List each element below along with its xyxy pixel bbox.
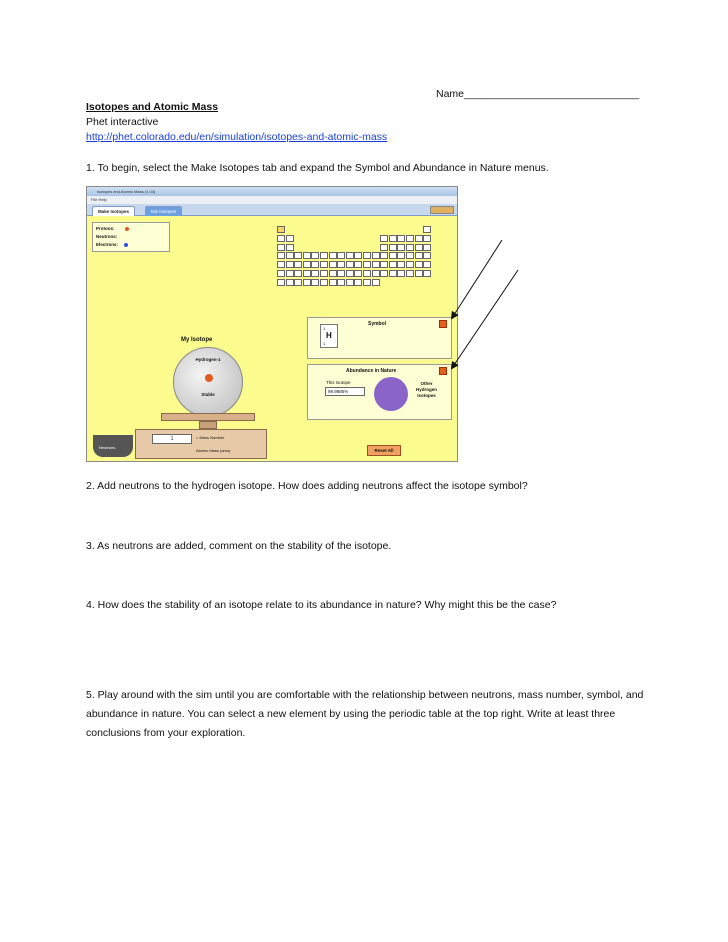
periodic-table-cell[interactable]	[286, 270, 294, 277]
periodic-table-cell[interactable]	[363, 270, 371, 277]
periodic-table-cell[interactable]	[363, 279, 371, 286]
periodic-table-cell[interactable]	[389, 252, 397, 259]
periodic-table-cell[interactable]	[354, 279, 362, 286]
periodic-table-cell[interactable]	[320, 270, 328, 277]
periodic-table-cell[interactable]	[286, 261, 294, 268]
periodic-table-cell[interactable]	[329, 252, 337, 259]
periodic-table-cell[interactable]	[415, 270, 423, 277]
particle-count-panel	[92, 222, 170, 252]
name-field-label: Name______________________________	[436, 88, 640, 100]
sim-window-title: Isotopes and Atomic Mass (1.04)	[87, 187, 457, 196]
periodic-table-cell[interactable]	[415, 235, 423, 242]
periodic-table-cell[interactable]	[406, 235, 414, 242]
periodic-table-cell[interactable]	[277, 270, 285, 277]
tab-mix-isotopes[interactable]: Mix Isotopes	[145, 206, 182, 216]
periodic-table-cell[interactable]	[286, 279, 294, 286]
reset-all-button[interactable]: Reset All	[367, 445, 401, 456]
tab-make-isotopes[interactable]: Make Isotopes	[92, 206, 135, 216]
periodic-table-cell[interactable]	[406, 252, 414, 259]
other-line-3: Isotopes	[417, 393, 436, 398]
periodic-table-cell[interactable]	[303, 279, 311, 286]
periodic-table-cell[interactable]	[303, 270, 311, 277]
periodic-table-cell[interactable]	[415, 261, 423, 268]
this-isotope-label: This Isotope	[326, 380, 351, 385]
periodic-table-cell[interactable]	[329, 261, 337, 268]
annotation-arrows	[430, 230, 530, 390]
symbol-mass-number: 1	[323, 326, 326, 331]
periodic-table-cell[interactable]	[277, 226, 285, 233]
abundance-panel-label: Abundance in Nature	[346, 368, 397, 374]
nucleus-icon	[205, 374, 213, 382]
periodic-table-cell[interactable]	[397, 235, 405, 242]
periodic-table-cell[interactable]	[277, 261, 285, 268]
stability-label: Stable	[201, 392, 215, 397]
protons-label: Protons:	[96, 226, 115, 231]
periodic-table-cell[interactable]	[372, 261, 380, 268]
scale-stem	[199, 421, 217, 429]
periodic-table-cell[interactable]	[277, 279, 285, 286]
periodic-table-cell[interactable]	[277, 244, 285, 251]
periodic-table-cell[interactable]	[286, 235, 294, 242]
simulation-link[interactable]: http://phet.colorado.edu/en/simulation/isotopes-and-atomic-mass	[86, 131, 388, 143]
isotope-symbol-cell	[320, 324, 338, 348]
periodic-table-cell[interactable]	[389, 244, 397, 251]
question-4: 4. How does the stability of an isotope relate to its abundance in nature? Why might this be the case?	[86, 599, 557, 611]
mass-number-value: 1	[152, 434, 192, 444]
periodic-table-cell[interactable]	[354, 270, 362, 277]
periodic-table-cell[interactable]	[303, 252, 311, 259]
element-symbol: H	[326, 331, 332, 340]
periodic-table-cell[interactable]	[372, 252, 380, 259]
periodic-table-cell[interactable]	[286, 244, 294, 251]
periodic-table-cell[interactable]	[415, 252, 423, 259]
periodic-table-cell[interactable]	[397, 261, 405, 268]
periodic-table-cell[interactable]	[277, 235, 285, 242]
bucket-label: Neutrons	[99, 445, 116, 450]
neutrons-label: Neutrons:	[96, 234, 118, 239]
periodic-table-cell[interactable]	[277, 252, 285, 259]
periodic-table-cell[interactable]	[294, 279, 302, 286]
periodic-table-cell[interactable]	[397, 244, 405, 251]
simulation-screenshot	[86, 186, 458, 462]
question-3: 3. As neutrons are added, comment on the stability of the isotope.	[86, 540, 392, 552]
isotope-atom	[173, 347, 243, 417]
periodic-table-cell[interactable]	[354, 261, 362, 268]
periodic-table-cell[interactable]	[311, 261, 319, 268]
neutron-bucket[interactable]	[93, 435, 133, 457]
periodic-table-cell[interactable]	[320, 261, 328, 268]
periodic-table-cell[interactable]	[372, 270, 380, 277]
mass-number-label: = Mass Number	[196, 435, 225, 440]
periodic-table-cell[interactable]	[337, 261, 345, 268]
periodic-table-cell[interactable]	[337, 252, 345, 259]
worksheet-title: Isotopes and Atomic Mass	[86, 101, 219, 113]
periodic-table-cell[interactable]	[397, 252, 405, 259]
periodic-table-cell[interactable]	[380, 244, 388, 251]
proton-icon	[125, 227, 129, 231]
other-line-2: Hydrogen	[416, 387, 438, 392]
worksheet-subtitle: Phet interactive	[86, 116, 159, 128]
periodic-table-cell[interactable]	[320, 252, 328, 259]
atomic-mass-label: Atomic Mass (amu)	[196, 448, 231, 453]
periodic-table-cell[interactable]	[406, 270, 414, 277]
periodic-table-cell[interactable]	[346, 252, 354, 259]
periodic-table-cell[interactable]	[294, 270, 302, 277]
periodic-table-cell[interactable]	[372, 279, 380, 286]
scale-plate	[161, 413, 255, 421]
periodic-table-cell[interactable]	[415, 244, 423, 251]
periodic-table-cell[interactable]	[346, 279, 354, 286]
periodic-table-cell[interactable]	[286, 252, 294, 259]
periodic-table-cell[interactable]	[363, 252, 371, 259]
periodic-table-cell[interactable]	[406, 261, 414, 268]
periodic-table-cell[interactable]	[380, 270, 388, 277]
symbol-atomic-number: 1	[323, 341, 326, 346]
periodic-table	[275, 223, 455, 301]
periodic-table-cell[interactable]	[397, 270, 405, 277]
periodic-table-cell[interactable]	[346, 270, 354, 277]
question-5: 5. Play around with the sim until you are comfortable with the relationship between neutrons, mass number, symbol, and abundance in nature. You can select a new element by using the periodic table at the top right. Write at least three conclusions from your exploration.	[86, 689, 644, 739]
sim-menu-bar: File Help	[87, 196, 457, 204]
periodic-table-cell[interactable]	[303, 261, 311, 268]
my-isotope-label: My Isotope	[181, 337, 213, 343]
question-2: 2. Add neutrons to the hydrogen isotope. How does adding neutrons affect the isotope symbol?	[86, 480, 528, 492]
periodic-table-cell[interactable]	[389, 235, 397, 242]
other-line-1: Other	[420, 381, 433, 386]
window-buttons	[430, 206, 454, 214]
periodic-table-cell[interactable]	[354, 252, 362, 259]
periodic-table-cell[interactable]	[380, 235, 388, 242]
symbol-panel-label: Symbol	[368, 321, 387, 327]
periodic-table-cell[interactable]	[329, 279, 337, 286]
arrow-to-abundance	[452, 270, 518, 368]
abundance-percent: 99.9885%	[325, 387, 365, 396]
electron-icon	[124, 243, 128, 247]
periodic-table-cell[interactable]	[320, 279, 328, 286]
question-1: 1. To begin, select the Make Isotopes tab and expand the Symbol and Abundance in Nature menus.	[86, 162, 549, 174]
periodic-table-cell[interactable]	[389, 270, 397, 277]
periodic-table-cell[interactable]	[363, 261, 371, 268]
periodic-table-cell[interactable]	[294, 252, 302, 259]
periodic-table-cell[interactable]	[380, 252, 388, 259]
periodic-table-cell[interactable]	[311, 252, 319, 259]
periodic-table-cell[interactable]	[337, 279, 345, 286]
periodic-table-cell[interactable]	[389, 261, 397, 268]
arrow-to-symbol	[452, 240, 502, 318]
isotope-name: Hydrogen-1	[195, 357, 221, 362]
scale-base	[135, 429, 267, 459]
periodic-table-cell[interactable]	[311, 279, 319, 286]
periodic-table-cell[interactable]	[311, 270, 319, 277]
sim-tab-bar	[87, 204, 457, 216]
abundance-pie-chart	[374, 377, 408, 411]
periodic-table-cell[interactable]	[329, 270, 337, 277]
electrons-label: Electrons:	[96, 242, 119, 247]
periodic-table-cell[interactable]	[346, 261, 354, 268]
periodic-table-cell[interactable]	[380, 261, 388, 268]
periodic-table-cell[interactable]	[337, 270, 345, 277]
periodic-table-cell[interactable]	[294, 261, 302, 268]
periodic-table-cell[interactable]	[406, 244, 414, 251]
